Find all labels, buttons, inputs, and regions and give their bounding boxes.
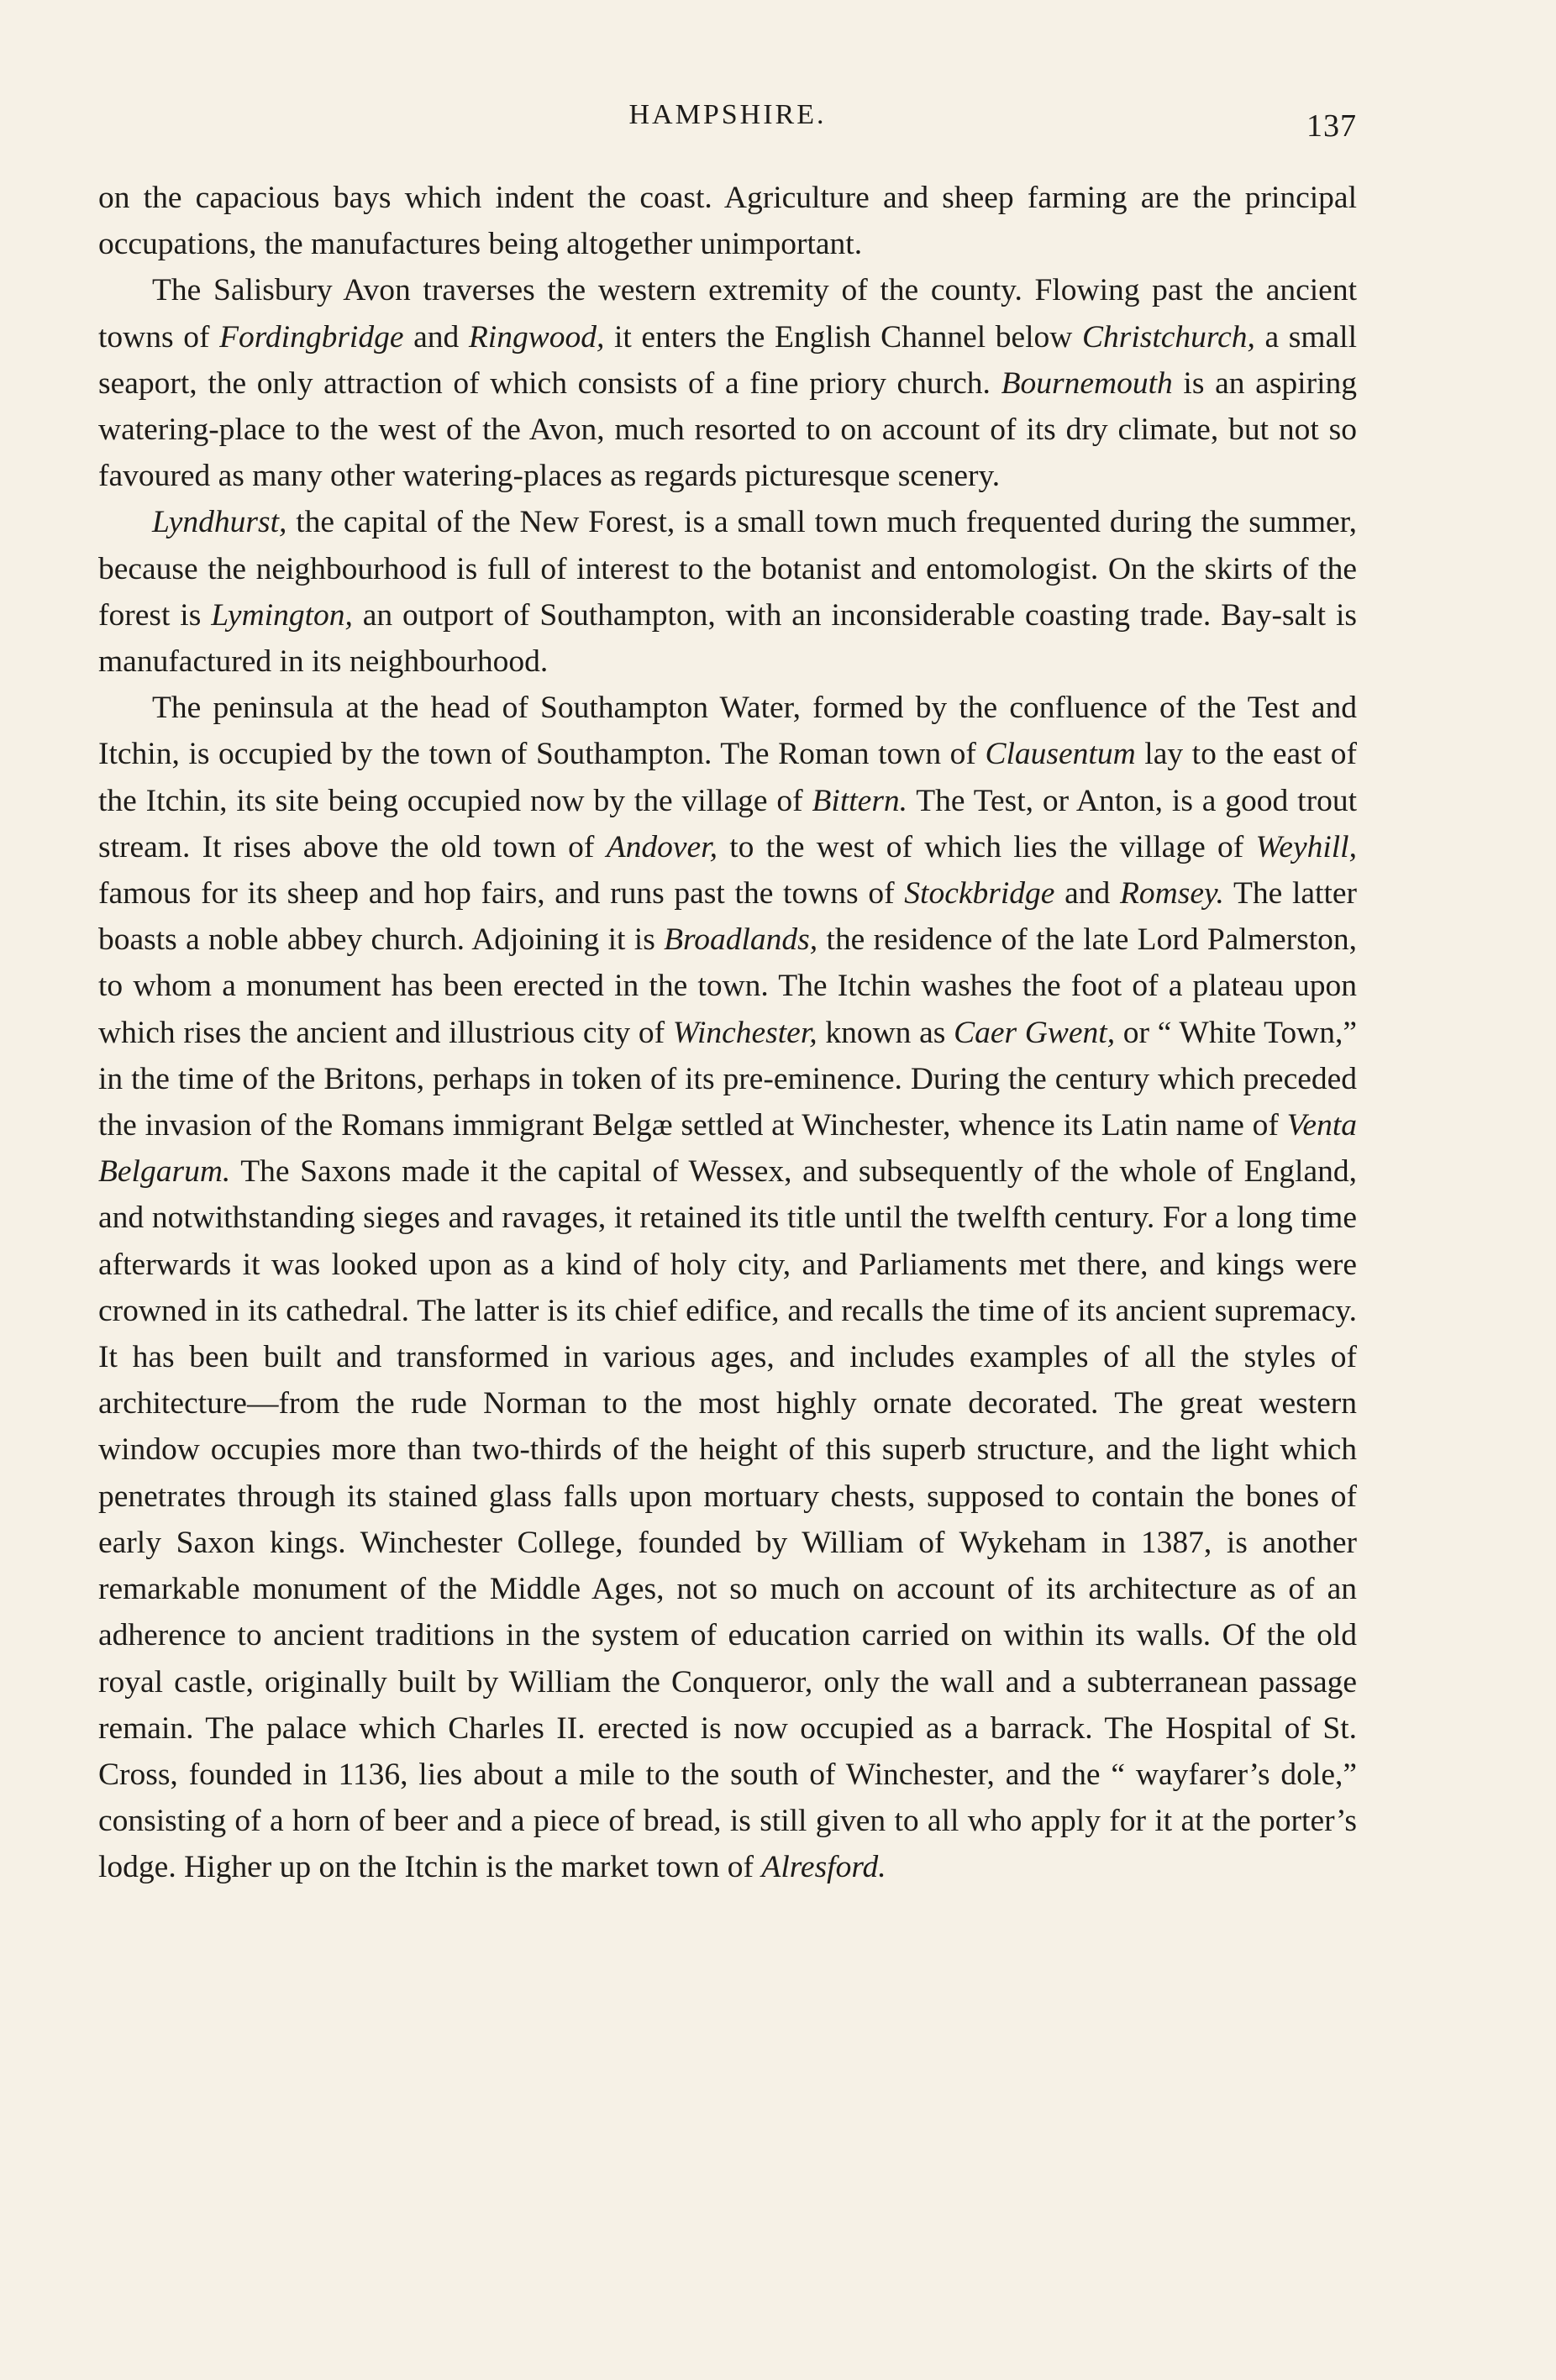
italic-place-name: Christchurch, (1082, 319, 1255, 355)
italic-place-name: Caer Gwent, (954, 1015, 1116, 1050)
running-title: HAMPSHIRE. (628, 99, 827, 130)
running-head (98, 92, 1357, 143)
text-run: the residence of the late Lord Palmerston, to whom a monument has been erected in the town. The Itchin washes the foot of a plateau upon which rises the ancient and illustrious city of (98, 922, 1357, 1050)
italic-place-name: Weyhill, (1255, 829, 1357, 864)
italic-place-name: Stockbridge (904, 876, 1055, 912)
italic-place-name: Fordingbridge (219, 319, 404, 355)
italic-place-name: Andover, (606, 829, 718, 864)
text-run: or “ White Town,” in the time of the Britons, perhaps in token of its pre-eminence. During the century which preceded the invasion of the Romans immigrant Belgæ settled at Winchester, whence its Latin name of (98, 1015, 1357, 1143)
text-run: the capital of the New Forest, is a small town much frequented during the summer, because the neighbourhood is full of interest to the botanist and entomologist. On the skirts of the forest is (98, 505, 1357, 633)
italic-place-name: Lyndhurst, (152, 505, 287, 540)
text-run: to the west of which lies the village of (717, 829, 1256, 864)
text-run: and (403, 319, 469, 355)
italic-place-name: Bournemouth (1001, 365, 1173, 401)
italic-place-name: Romsey. (1119, 876, 1224, 912)
text-run: an outport of Southampton, with an inconsiderable coasting trade. Bay-salt is manufactured in its neighbourhood. (98, 597, 1357, 680)
paragraph (98, 267, 1357, 499)
text-run: known as (817, 1015, 954, 1050)
paragraph (98, 175, 1357, 267)
paragraph (98, 499, 1357, 685)
text-run: it enters the English Channel below (604, 319, 1082, 355)
text-run: and (1054, 876, 1120, 912)
text-run: The peninsula at the head of Southampton Water, formed by the confluence of the Test and Itchin, is occupied by the town of Southampton. The Roman town of (98, 691, 1357, 772)
text-run: The Saxons made it the capital of Wessex, and subsequently of the whole of England, and notwithstanding sieges and ravages, it retained its title until the twelfth century. For a long time afterwards it was looked upon as a kind of holy city, and Parliaments met there, and kings were crowned in its cathedral. The latter is its chief edifice, and recalls the time of its ancient supremacy. It has been built and transformed in various ages, and includes examples of all the styles of architecture—from the rude Norman to the most highly ornate decorated. The great western window occupies more than two-thirds of the height of this superb structure, and the light which penetrates through its stained glass falls upon mortuary chests, supposed to contain the bones of early Saxon kings. Winchester College, founded by William of Wykeham in 1387, is another remarkable monument of the Middle Ages, not so much on account of its architecture as of an adherence to ancient traditions in the system of education carried on within its walls. Of the old royal castle, originally built by William the Conqueror, only the wall and a subterranean passage remain. The palace which Charles II. erected is now occupied as a barrack. The Hospital of St. Cross, founded in 1136, lies about a mile to the south of Winchester, and the “ wayfarer’s dole,” consisting of a horn of beer and a piece of bread, is still given to all who apply for it at the porter’s lodge. Higher up on the Itchin is the market town of (98, 1154, 1357, 1885)
text-run: The latter boasts a noble abbey church. Adjoining it is (98, 876, 1357, 958)
italic-place-name: Broadlands, (664, 922, 818, 958)
text-run: on the capacious bays which indent the coast. Agriculture and sheep farming are the principal occupations, the manufactures being altogether unimportant. (98, 181, 1357, 262)
text-run: is an aspiring watering-place to the west of the Avon, much resorted to on account of its dry climate, but not so favoured as many other watering-places as regards picturesque scenery. (98, 365, 1357, 494)
italic-place-name: Clausentum (985, 737, 1136, 772)
italic-place-name: Bittern. (812, 783, 908, 818)
italic-place-name: Alresford. (761, 1850, 886, 1885)
paragraph (98, 685, 1357, 1890)
text-run: The Salisbury Avon traverses the western extremity of the county. Flowing past the ancient towns of (98, 273, 1357, 355)
italic-place-name: Lymington, (211, 597, 353, 633)
italic-place-name: Venta Belgarum. (98, 1108, 1357, 1190)
italic-place-name: Winchester, (672, 1015, 817, 1050)
text-run: The Test, or Anton, is a good trout stream. It rises above the old town of (98, 783, 1357, 864)
body-text (98, 175, 1357, 1891)
text-run: famous for its sheep and hop fairs, and runs past the towns of (98, 876, 905, 912)
text-run: lay to the east of the Itchin, its site being occupied now by the village of (98, 737, 1357, 818)
italic-place-name: Ringwood, (468, 319, 605, 355)
text-run: a small seaport, the only attraction of which consists of a fine priory church. (98, 319, 1358, 401)
page-number: 137 (1306, 108, 1357, 144)
